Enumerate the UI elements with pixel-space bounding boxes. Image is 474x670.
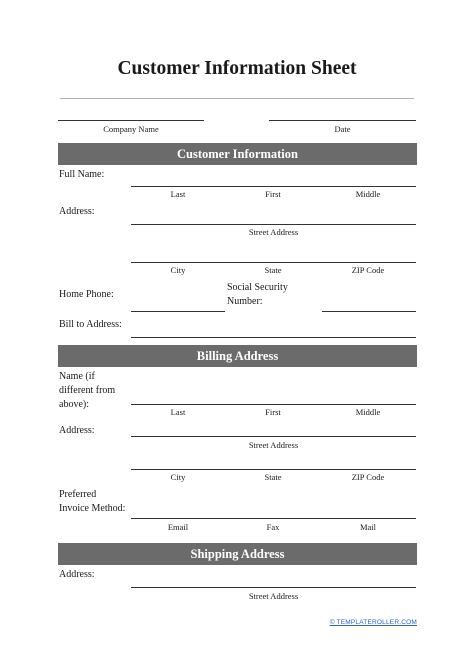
ssn-line[interactable] — [322, 311, 416, 312]
billing-zip-code-caption: ZIP Code — [351, 472, 385, 482]
last-name-caption: Last — [170, 189, 186, 199]
billing-street-address-caption: Street Address — [248, 440, 299, 450]
title-divider — [60, 98, 414, 99]
billing-last-name-caption: Last — [170, 407, 186, 417]
invoice-method-line[interactable] — [131, 518, 416, 519]
billing-city-caption: City — [170, 472, 186, 482]
shipping-street-address-line[interactable] — [131, 587, 416, 588]
invoice-method-label-line1: Preferred — [59, 489, 97, 500]
bill-to-address-line[interactable] — [131, 337, 416, 338]
invoice-method-label-line2: Invoice Method: — [59, 503, 126, 514]
home-phone-line[interactable] — [131, 311, 225, 312]
city-caption: City — [170, 265, 186, 275]
bill-to-address-label: Bill to Address: — [59, 319, 122, 330]
ssn-label-line1: Social Security — [227, 282, 288, 293]
billing-middle-name-caption: Middle — [355, 407, 381, 417]
billing-name-line[interactable] — [131, 404, 416, 405]
email-caption: Email — [167, 522, 189, 532]
first-name-caption: First — [265, 189, 281, 199]
billing-street-address-line[interactable] — [131, 436, 416, 437]
shipping-address-heading: Shipping Address — [58, 543, 417, 565]
middle-name-caption: Middle — [355, 189, 381, 199]
shipping-address-label: Address: — [59, 569, 95, 580]
full-name-line[interactable] — [131, 186, 416, 187]
page-title: Customer Information Sheet — [117, 58, 357, 79]
customer-information-heading: Customer Information — [58, 143, 417, 165]
billing-address-label: Address: — [59, 425, 95, 436]
home-phone-label: Home Phone: — [59, 289, 114, 300]
city-state-zip-line[interactable] — [131, 262, 416, 263]
shipping-street-address-caption: Street Address — [248, 591, 299, 601]
templateroller-link[interactable]: © TEMPLATEROLLER.COM — [329, 619, 417, 626]
date-line[interactable] — [269, 120, 416, 121]
company-name-line[interactable] — [58, 120, 204, 121]
date-caption: Date — [334, 124, 351, 134]
billing-name-label-line2: different from — [59, 385, 116, 396]
street-address-line[interactable] — [131, 224, 416, 225]
company-name-caption: Company Name — [103, 124, 159, 134]
full-name-label: Full Name: — [59, 169, 105, 180]
address-label: Address: — [59, 206, 95, 217]
fax-caption: Fax — [266, 522, 280, 532]
ssn-label-line2: Number: — [227, 296, 263, 307]
street-address-caption: Street Address — [248, 227, 299, 237]
billing-name-label-line3: above): — [59, 399, 89, 410]
billing-city-state-zip-line[interactable] — [131, 469, 416, 470]
billing-address-heading: Billing Address — [58, 345, 417, 367]
zip-code-caption: ZIP Code — [351, 265, 385, 275]
mail-caption: Mail — [359, 522, 377, 532]
billing-state-caption: State — [264, 472, 282, 482]
state-caption: State — [264, 265, 282, 275]
billing-first-name-caption: First — [265, 407, 281, 417]
billing-name-label-line1: Name (if — [59, 371, 95, 382]
